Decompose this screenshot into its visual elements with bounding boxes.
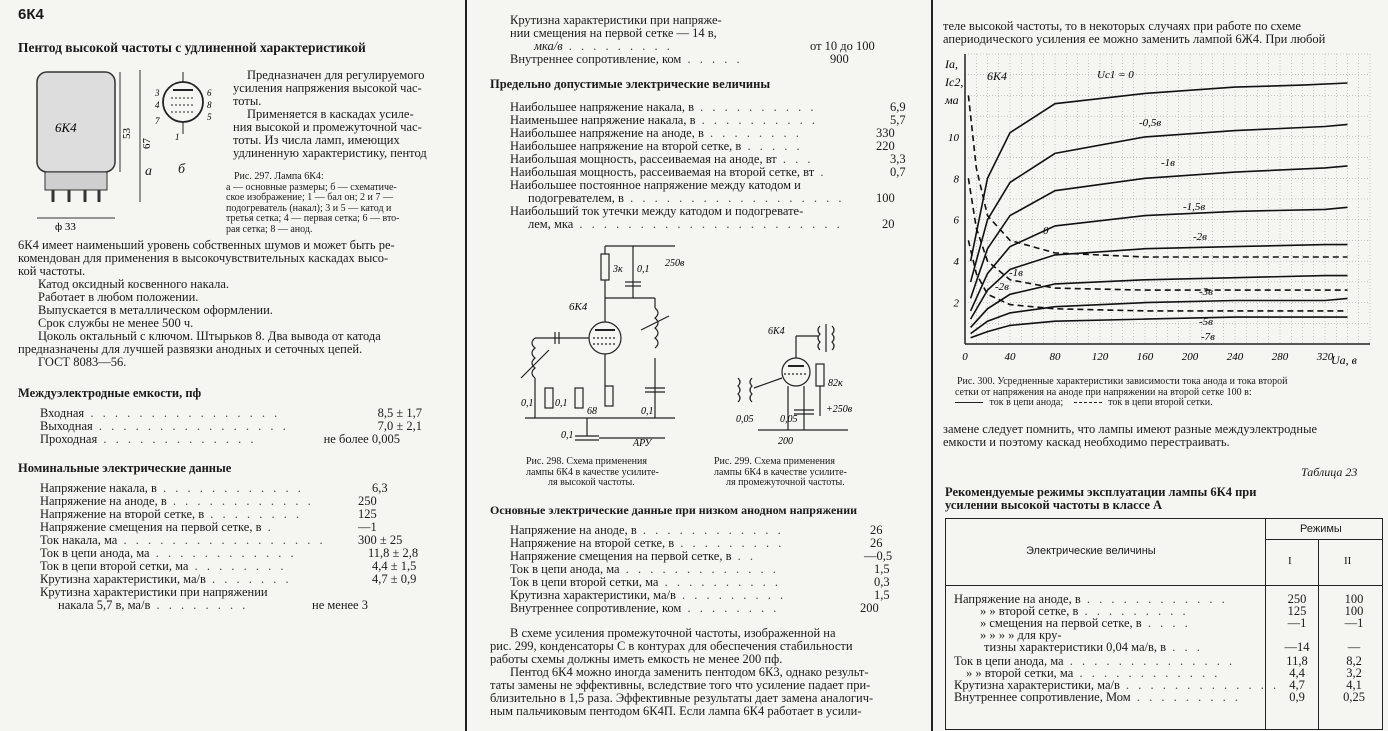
nominal-row: Напряжение накала, в . . . . . . . . . . . . 6,3 bbox=[40, 481, 388, 495]
figure-300-chart bbox=[935, 46, 1383, 378]
table-modes-divider bbox=[1265, 539, 1382, 540]
table-row: Крутизна характеристики, ма/в . . . . . . . . . . . . . 4,7 4,1 bbox=[954, 678, 1362, 692]
schematic-298-c3: 0,1 bbox=[641, 406, 654, 417]
nominal-row: Крутизна характеристики, ма/в . . . . . . . 4,7 ± 0,9 bbox=[40, 572, 417, 586]
table-title: Рекомендуемые режимы эксплуатации лампы 6К4 при усилении высокой частоты в классе А bbox=[945, 485, 1257, 512]
x-tick-label: 40 bbox=[1004, 351, 1016, 363]
nominal-row: Ток в цепи второй сетки, ма . . . . . . . . 4,4 ± 1,5 bbox=[40, 559, 417, 573]
th-modes: Режимы bbox=[1300, 523, 1342, 535]
schematic-298-aru: АРУ bbox=[633, 438, 652, 449]
low-row: Напряжение на второй сетке, в . . . . . . . . . 26 bbox=[510, 536, 883, 550]
table-row: » » » » для кру- bbox=[980, 628, 1062, 642]
label-a: а bbox=[145, 164, 152, 179]
x-tick-label: 240 bbox=[1226, 351, 1244, 363]
dimension-67: 67 bbox=[141, 138, 153, 149]
limits-row: Наибольшая мощность, рассеиваемая на аноде, вт . . . 3,3 bbox=[510, 152, 906, 166]
column-separator-right bbox=[931, 0, 933, 731]
nominal-row: Напряжение смещения на первой сетке, в . —1 bbox=[40, 520, 377, 534]
top-row: Внутреннее сопротивление, ком . . . . . 900 bbox=[510, 52, 849, 66]
chart-tube-label: 6К4 bbox=[987, 69, 1007, 83]
legend-dashed: ток в цепи второй сетки. bbox=[1108, 397, 1213, 408]
limits-title: Предельно допустимые электрические величины bbox=[490, 77, 771, 91]
schematic-298-tube-label: 6К4 bbox=[569, 301, 588, 313]
curve-label: -5в bbox=[1199, 316, 1213, 328]
table-row: Ток в цепи анода, ма . . . . . . . . . . . . . . 11,8 8,2 bbox=[954, 654, 1362, 668]
chart-xlabel: Uа, в bbox=[1331, 353, 1357, 367]
schematic-299-voltage: +250в bbox=[826, 404, 853, 415]
legend-solid-line bbox=[955, 402, 983, 403]
schematic-298-c2: 0,1 bbox=[555, 398, 568, 409]
th-param: Электрические величины bbox=[1026, 545, 1156, 557]
page-header: 6К4 bbox=[18, 6, 44, 23]
section-title: Пентод высокой частоты с удлиненной характеристикой bbox=[18, 40, 366, 55]
table-row: » » второй сетки, ма . . . . . . . . . . . . 4,4 3,2 bbox=[966, 666, 1362, 680]
pin-5: 5 bbox=[207, 112, 212, 122]
series-line-anode bbox=[971, 245, 1348, 320]
right-column bbox=[935, 0, 1388, 731]
table-row: Внутреннее сопротивление, Мом . . . . . . . . . 0,9 0,25 bbox=[954, 690, 1365, 704]
curve-label: -2в bbox=[995, 281, 1009, 293]
capacitance-title: Междуэлектродные емкости, пф bbox=[18, 386, 202, 400]
series-line-anode bbox=[971, 207, 1348, 311]
schematic-299 bbox=[728, 320, 878, 450]
cap-row: Выходная . . . . . . . . . . . . . . . . 7,0 ± 2,1 bbox=[40, 419, 422, 433]
table-row: Напряжение на аноде, в . . . . . . . . . . . . 250 100 bbox=[954, 592, 1364, 606]
curve-label: -1,5в bbox=[1183, 201, 1206, 213]
figure-298-caption: Рис. 298. Схема применения лампы 6К4 в качестве усилите- ля высокой частоты. bbox=[526, 456, 659, 488]
top-row: нии смещения на первой сетке — 14 в, bbox=[510, 26, 717, 40]
pin-4: 4 bbox=[155, 100, 160, 110]
low-row: Ток в цепи анода, ма . . . . . . . . . . . . . 1,5 bbox=[510, 562, 890, 576]
pin-1: 1 bbox=[175, 132, 180, 142]
continued-text: теле высокой частоты, то в некоторых случаях при работе по схеме апериодического усиления ее можно заменить лампой 6Ж4. При любой bbox=[943, 19, 1326, 46]
series-line-anode bbox=[971, 166, 1348, 299]
chart-ylabel-2: Iс2, bbox=[945, 75, 964, 89]
y-tick-label: 10 bbox=[948, 131, 959, 144]
chart-ylabel-3: ма bbox=[945, 93, 959, 107]
nominal-title: Номинальные электрические данные bbox=[18, 461, 232, 475]
limits-row: подогревателем, в . . . . . . . . . . . . . . . . . . 100 bbox=[528, 191, 895, 205]
low-row: Напряжение на аноде, в . . . . . . . . . . . . 26 bbox=[510, 523, 883, 537]
curve-label: Uс1 = 0 bbox=[1097, 69, 1134, 81]
schematic-299-r1: 82к bbox=[828, 378, 843, 389]
curve-label: -3в bbox=[1199, 286, 1213, 298]
low-row: Напряжение смещения на первой сетке, в . . —0,5 bbox=[510, 549, 893, 563]
curve-label: -2в bbox=[1193, 231, 1207, 243]
curve-label: -7в bbox=[1201, 331, 1215, 343]
x-tick-label: 280 bbox=[1271, 351, 1289, 363]
schematic-298-voltage: 250в bbox=[665, 258, 685, 269]
x-tick-label: 200 bbox=[1181, 351, 1199, 363]
schematic-298 bbox=[515, 238, 695, 450]
schematic-298-r1: 3к bbox=[613, 264, 623, 275]
tube-drawing bbox=[15, 62, 165, 232]
series-line-anode bbox=[971, 298, 1348, 333]
curve-label: -1в bbox=[1161, 157, 1175, 169]
schematic-299-tube-label: 6К4 bbox=[768, 326, 785, 337]
chart-ticks bbox=[948, 132, 1334, 363]
column-separator-left bbox=[465, 0, 467, 731]
limits-row: Наименьшее напряжение накала, в . . . . . . . . . . 5,7 bbox=[510, 113, 906, 127]
note-text: замене следует помнить, что лампы имеют разные междуэлектродные емкости и поэтому каскад необходимо перестраивать. bbox=[943, 422, 1318, 449]
pin-6: 6 bbox=[207, 88, 212, 98]
schematic-299-c1: 0,05 bbox=[736, 414, 754, 425]
modes-table bbox=[945, 518, 1383, 730]
schematic-298-r3: 68 bbox=[587, 406, 597, 417]
table-number: Таблица 23 bbox=[1301, 465, 1358, 479]
nominal-row: Крутизна характеристики при напряжении bbox=[40, 585, 268, 599]
legend-solid: ток в цепи анода; bbox=[989, 397, 1064, 408]
schematic-298-c4: 0,1 bbox=[561, 430, 574, 441]
table-row: » » второй сетке, в . . . . . . . . . 125 100 bbox=[980, 604, 1364, 618]
low-voltage-title: Основные электрические данные при низком анодном напряжении bbox=[490, 503, 858, 517]
legend-dashed-line bbox=[1074, 402, 1102, 403]
intro-text: Предназначен для регулируемого усиления напряжения высокой час- тоты. Применяется в каскадах усиле- ния высокой и промежуточной час- тоты. Из числа ламп, имеющих удлиненную характеристику, пентод bbox=[233, 68, 427, 160]
series-line-screen-grid bbox=[968, 178, 1347, 290]
limits-row: Наибольший ток утечки между катодом и подогревате- bbox=[510, 204, 804, 218]
schematic-298-c1: 0,1 bbox=[637, 264, 650, 275]
schematic-299-c2: 0,05 bbox=[780, 414, 798, 425]
th-mode-I: I bbox=[1288, 555, 1292, 567]
table-row: » смещения на первой сетке, в . . . . —1 —1 bbox=[980, 616, 1364, 630]
limits-row: Наибольшее постоянное напряжение между катодом и bbox=[510, 178, 801, 192]
nominal-row: Напряжение на второй сетке, в . . . . . . . . 125 bbox=[40, 507, 377, 521]
low-row: Крутизна характеристики, ма/в . . . . . . . . . 1,5 bbox=[510, 588, 890, 602]
figure-299-caption: Рис. 299. Схема применения лампы 6К4 в качестве усилите- ля промежуточной частоты. bbox=[714, 456, 847, 488]
schematic-299-r2: 200 bbox=[778, 436, 793, 447]
limits-row: Наибольшее напряжение накала, в . . . . . . . . . . 6,9 bbox=[510, 100, 906, 114]
pin-7: 7 bbox=[155, 116, 160, 126]
schematic-298-r2: 0,1 bbox=[521, 398, 534, 409]
table-row: тизны характеристики 0,04 ма/в, в . . . —14 — bbox=[984, 640, 1361, 654]
middle-column bbox=[470, 0, 930, 731]
left-column bbox=[0, 0, 463, 731]
figure-297-caption: Рис. 297. Лампа 6К4: а — основные размеры; б — схематиче- ское изображение; 1 — бал он; 2 и 7 — подогреватель (накал); 3 и 5 — катод и третья сетка; 4 — первая сетка; 6 — вто- рая сетка; 8 — анод. bbox=[226, 171, 400, 235]
y-tick-label: 2 bbox=[953, 297, 959, 310]
curve-label: -0,5в bbox=[1139, 117, 1162, 129]
tube-body-label: 6К4 bbox=[55, 120, 77, 135]
low-row: Ток в цепи второй сетки, ма . . . . . . . . . . 0,3 bbox=[510, 575, 890, 589]
series-line-anode bbox=[971, 317, 1348, 338]
chart-ylabel-1: Iа, bbox=[945, 57, 958, 71]
series-line-anode bbox=[971, 124, 1348, 282]
description-text: 6К4 имеет наименьший уровень собственных шумов и может быть ре- комендован для применения в высокочувствительных каскадах высо- кой частоты. Катод оксидный косвенного накала. Работает в любом положении. Выпускается в металлическом оформлении. Срок службы не менее 500 ч. Цоколь октальный с ключом. Штырьков 8. Два вывода от катода предназначены для лучшей развязки анодных и сеточных цепей. ГОСТ 8083—56. bbox=[18, 238, 395, 369]
limits-row: лем, мка . . . . . . . . . . . . . . . . . . . . . . 20 bbox=[528, 217, 895, 231]
tube-symbol bbox=[153, 72, 225, 142]
th-mode-II: II bbox=[1344, 555, 1352, 567]
x-tick-label: 120 bbox=[1091, 351, 1109, 363]
cap-row: Проходная . . . . . . . . . . . . . не более 0,005 bbox=[40, 432, 400, 446]
y-tick-label: 4 bbox=[953, 256, 959, 269]
nominal-row: накала 5,7 в, ма/в . . . . . . . . не менее 3 bbox=[58, 598, 368, 612]
x-tick-label: 0 bbox=[962, 351, 968, 363]
nominal-row: Ток накала, ма . . . . . . . . . . . . . . . . . 300 ± 25 bbox=[40, 533, 403, 547]
top-row: мка/в . . . . . . . . . от 10 до 100 bbox=[534, 39, 875, 53]
limits-row: Наибольшее напряжение на аноде, в . . . . . . . . 330 bbox=[510, 126, 895, 140]
limits-row: Наибольшее напряжение на второй сетке, в . . . . . 220 bbox=[510, 139, 895, 153]
limits-row: Наибольшая мощность, рассеиваемая на второй сетке, вт . 0,7 bbox=[510, 165, 906, 179]
curve-label: 0 bbox=[1043, 225, 1049, 237]
label-b: б bbox=[178, 162, 186, 177]
pin-8: 8 bbox=[207, 100, 212, 110]
cap-row: Входная . . . . . . . . . . . . . . . . 8,5 ± 1,7 bbox=[40, 406, 422, 420]
x-tick-label: 160 bbox=[1136, 351, 1154, 363]
dimension-53: 53 bbox=[121, 128, 133, 139]
top-row: Крутизна характеристики при напряже- bbox=[510, 13, 722, 27]
curve-label: -1в bbox=[1009, 267, 1023, 279]
y-tick-label: 6 bbox=[953, 214, 959, 227]
x-tick-label: 320 bbox=[1316, 351, 1334, 363]
figure-300-caption: Рис. 300. Усредненные характеристики зависимости тока анода и тока второй сетки от напряжения на аноде при напряжении на второй сетке 100 в: ток в цепи анода; ток в цепи второй сетки. bbox=[955, 376, 1288, 408]
low-row: Внутреннее сопротивление, ком . . . . . . . . 200 bbox=[510, 601, 879, 615]
x-tick-label: 80 bbox=[1049, 351, 1061, 363]
pin-3: 3 bbox=[155, 88, 160, 98]
nominal-row: Ток в цепи анода, ма . . . . . . . . . . . . 11,8 ± 2,8 bbox=[40, 546, 419, 560]
table-header-divider bbox=[946, 585, 1382, 586]
dimension-33: ф 33 bbox=[55, 221, 76, 232]
y-tick-label: 8 bbox=[953, 173, 959, 186]
paragraph-text: В схеме усиления промежуточной частоты, изображенной на рис. 299, конденсаторы С в контурах для обеспечения стабильности работы схемы должны иметь емкость не менее 200 пф. Пентод 6К4 можно иногда заменить пентодом 6К3, однако результ- таты замены не эффективны, вследствие того что усиление падает при- близительно в 1,5 раза. Эффективные результаты дает замена аналогич- ным пальчиковым пентодом 6К4П. Если лампа 6К4 работает в усили- bbox=[490, 626, 874, 718]
nominal-row: Напряжение на аноде, в . . . . . . . . . . . . 250 bbox=[40, 494, 377, 508]
